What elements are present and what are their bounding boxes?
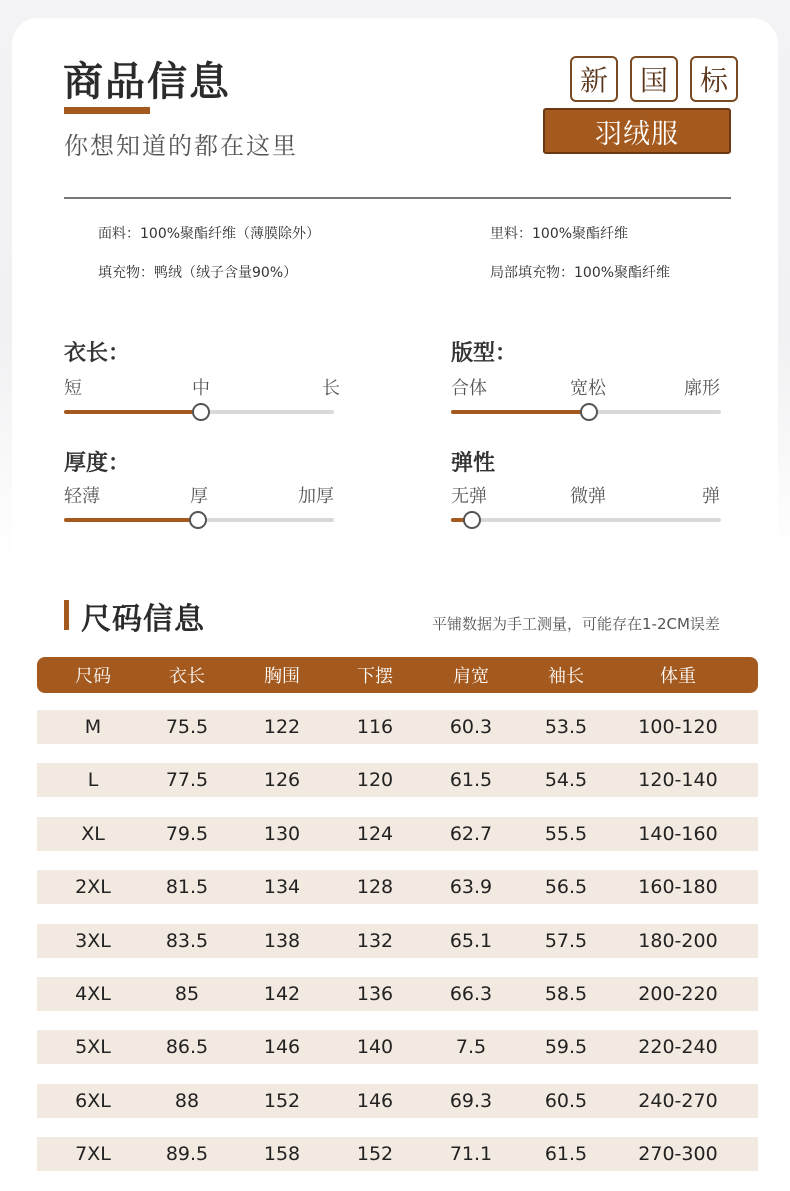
table-row — [37, 924, 758, 958]
table-row — [37, 763, 758, 797]
cell-chest: 146 — [263, 1036, 301, 1059]
cell-length: 81.5 — [165, 876, 209, 899]
standard-tags — [570, 56, 738, 102]
table-row — [37, 710, 758, 744]
header-shoulder: 肩宽 — [453, 666, 489, 687]
cell-weight: 270-300 — [638, 1143, 718, 1166]
attr-length-knob — [192, 403, 210, 421]
title-underline — [64, 107, 150, 114]
cell-weight: 200-220 — [638, 983, 718, 1005]
size-measure-note: 平铺数据为手工测量，可能存在1-2CM误差 — [432, 615, 720, 633]
cell-length: 86.5 — [165, 1036, 209, 1059]
attr-elasticity-mid: 微弹 — [570, 486, 606, 507]
cell-shoulder: 62.7 — [449, 822, 493, 845]
attr-length-mid: 中 — [192, 378, 210, 399]
cell-hem: 132 — [356, 929, 394, 952]
cell-chest: 138 — [263, 929, 301, 952]
section-divider — [64, 197, 731, 199]
cell-size: M — [84, 716, 102, 738]
cell-length: 88 — [174, 1089, 200, 1112]
cell-length: 75.5 — [165, 716, 209, 738]
cell-length: 77.5 — [165, 769, 209, 792]
product-type-badge: 羽绒服 — [543, 108, 731, 154]
header-length: 衣长 — [169, 666, 205, 687]
cell-weight: 100-120 — [638, 716, 718, 738]
cell-size: 6XL — [75, 1089, 111, 1112]
table-row — [37, 1084, 758, 1118]
table-row — [37, 870, 758, 904]
cell-shoulder: 60.3 — [449, 716, 493, 738]
table-row — [37, 1030, 758, 1064]
cell-length: 83.5 — [165, 929, 209, 952]
attr-thickness-knob — [189, 511, 207, 529]
cell-sleeve: 61.5 — [544, 1143, 588, 1166]
cell-shoulder: 69.3 — [449, 1089, 493, 1112]
tag-national: 国 — [630, 56, 678, 102]
attr-thickness-mid: 厚 — [190, 486, 208, 507]
attr-thickness-low: 轻薄 — [64, 486, 100, 507]
attr-fit-mid: 宽松 — [570, 378, 606, 399]
cell-shoulder: 71.1 — [449, 1143, 493, 1166]
table-row — [37, 977, 758, 1011]
attr-elasticity-title: 弹性 — [451, 451, 496, 476]
header-size: 尺码 — [75, 666, 111, 687]
cell-length: 89.5 — [165, 1143, 209, 1166]
tag-standard: 标 — [690, 56, 738, 102]
cell-size: 7XL — [75, 1143, 111, 1166]
attr-thickness-fill — [64, 518, 198, 522]
attr-fit-knob — [580, 403, 598, 421]
cell-weight: 120-140 — [638, 769, 718, 792]
attr-fit-title: 版型： — [451, 341, 518, 366]
size-title-bar — [64, 600, 69, 630]
cell-sleeve: 53.5 — [544, 716, 588, 738]
attr-length-high: 长 — [322, 378, 340, 399]
header-weight: 体重 — [660, 666, 696, 687]
cell-length: 79.5 — [165, 822, 209, 845]
attr-elasticity-knob — [463, 511, 481, 529]
cell-chest: 130 — [263, 822, 301, 845]
cell-sleeve: 56.5 — [544, 876, 588, 899]
attr-elasticity-low: 无弹 — [451, 486, 487, 507]
cell-chest: 142 — [263, 983, 301, 1005]
cell-chest: 152 — [263, 1089, 301, 1112]
header-chest: 胸围 — [264, 666, 300, 687]
cell-hem: 136 — [356, 983, 394, 1005]
size-section-title: 尺码信息 — [81, 602, 205, 637]
cell-shoulder: 7.5 — [455, 1036, 487, 1059]
tag-new: 新 — [570, 56, 618, 102]
material-partial-filling: 局部填充物：100%聚酯纤维 — [490, 265, 671, 281]
attr-elasticity-high: 弹 — [702, 486, 720, 507]
attr-length-low: 短 — [64, 378, 82, 399]
cell-size: XL — [81, 822, 105, 845]
material-filling: 填充物：鸭绒（绒子含量90%） — [98, 265, 298, 281]
cell-shoulder: 61.5 — [449, 769, 493, 792]
cell-chest: 158 — [263, 1143, 301, 1166]
cell-weight: 140-160 — [638, 822, 718, 845]
cell-sleeve: 59.5 — [544, 1036, 588, 1059]
page-title: 商品信息 — [63, 59, 231, 105]
attr-elasticity-track — [451, 518, 721, 522]
cell-sleeve: 55.5 — [544, 822, 588, 845]
material-lining: 里料：100%聚酯纤维 — [490, 226, 629, 242]
cell-weight: 160-180 — [638, 876, 718, 899]
cell-size: 2XL — [75, 876, 111, 899]
attr-fit-low: 合体 — [451, 378, 487, 399]
material-fabric: 面料：100%聚酯纤维（薄膜除外） — [98, 226, 321, 242]
attr-length-fill — [64, 410, 201, 414]
cell-length: 85 — [174, 983, 200, 1005]
cell-weight: 180-200 — [638, 929, 718, 952]
cell-size: 3XL — [75, 929, 111, 952]
attr-thickness-title: 厚度： — [64, 451, 131, 476]
table-row — [37, 1137, 758, 1171]
cell-hem: 120 — [356, 769, 394, 792]
cell-chest: 134 — [263, 876, 301, 899]
cell-hem: 146 — [356, 1089, 394, 1112]
cell-hem: 140 — [356, 1036, 394, 1059]
cell-weight: 220-240 — [638, 1036, 718, 1059]
cell-hem: 124 — [356, 822, 394, 845]
attr-length-title: 衣长： — [64, 341, 131, 366]
cell-sleeve: 54.5 — [544, 769, 588, 792]
cell-chest: 126 — [263, 769, 301, 792]
cell-sleeve: 60.5 — [544, 1089, 588, 1112]
cell-size: L — [87, 769, 99, 792]
cell-shoulder: 65.1 — [449, 929, 493, 952]
cell-shoulder: 66.3 — [449, 983, 493, 1005]
attr-fit-high: 廓形 — [684, 378, 720, 399]
table-row — [37, 817, 758, 851]
cell-size: 5XL — [75, 1036, 111, 1059]
cell-weight: 240-270 — [638, 1089, 718, 1112]
size-table-header — [37, 657, 758, 693]
cell-sleeve: 58.5 — [544, 983, 588, 1005]
attr-thickness-high: 加厚 — [298, 486, 334, 507]
cell-hem: 128 — [356, 876, 394, 899]
page-subtitle: 你想知道的都在这里 — [64, 132, 298, 160]
cell-hem: 116 — [356, 716, 394, 738]
cell-chest: 122 — [263, 716, 301, 738]
attr-fit-fill — [451, 410, 589, 414]
header-hem: 下摆 — [357, 666, 393, 687]
header-sleeve: 袖长 — [548, 666, 584, 687]
cell-sleeve: 57.5 — [544, 929, 588, 952]
cell-hem: 152 — [356, 1143, 394, 1166]
cell-size: 4XL — [75, 983, 111, 1005]
cell-shoulder: 63.9 — [449, 876, 493, 899]
